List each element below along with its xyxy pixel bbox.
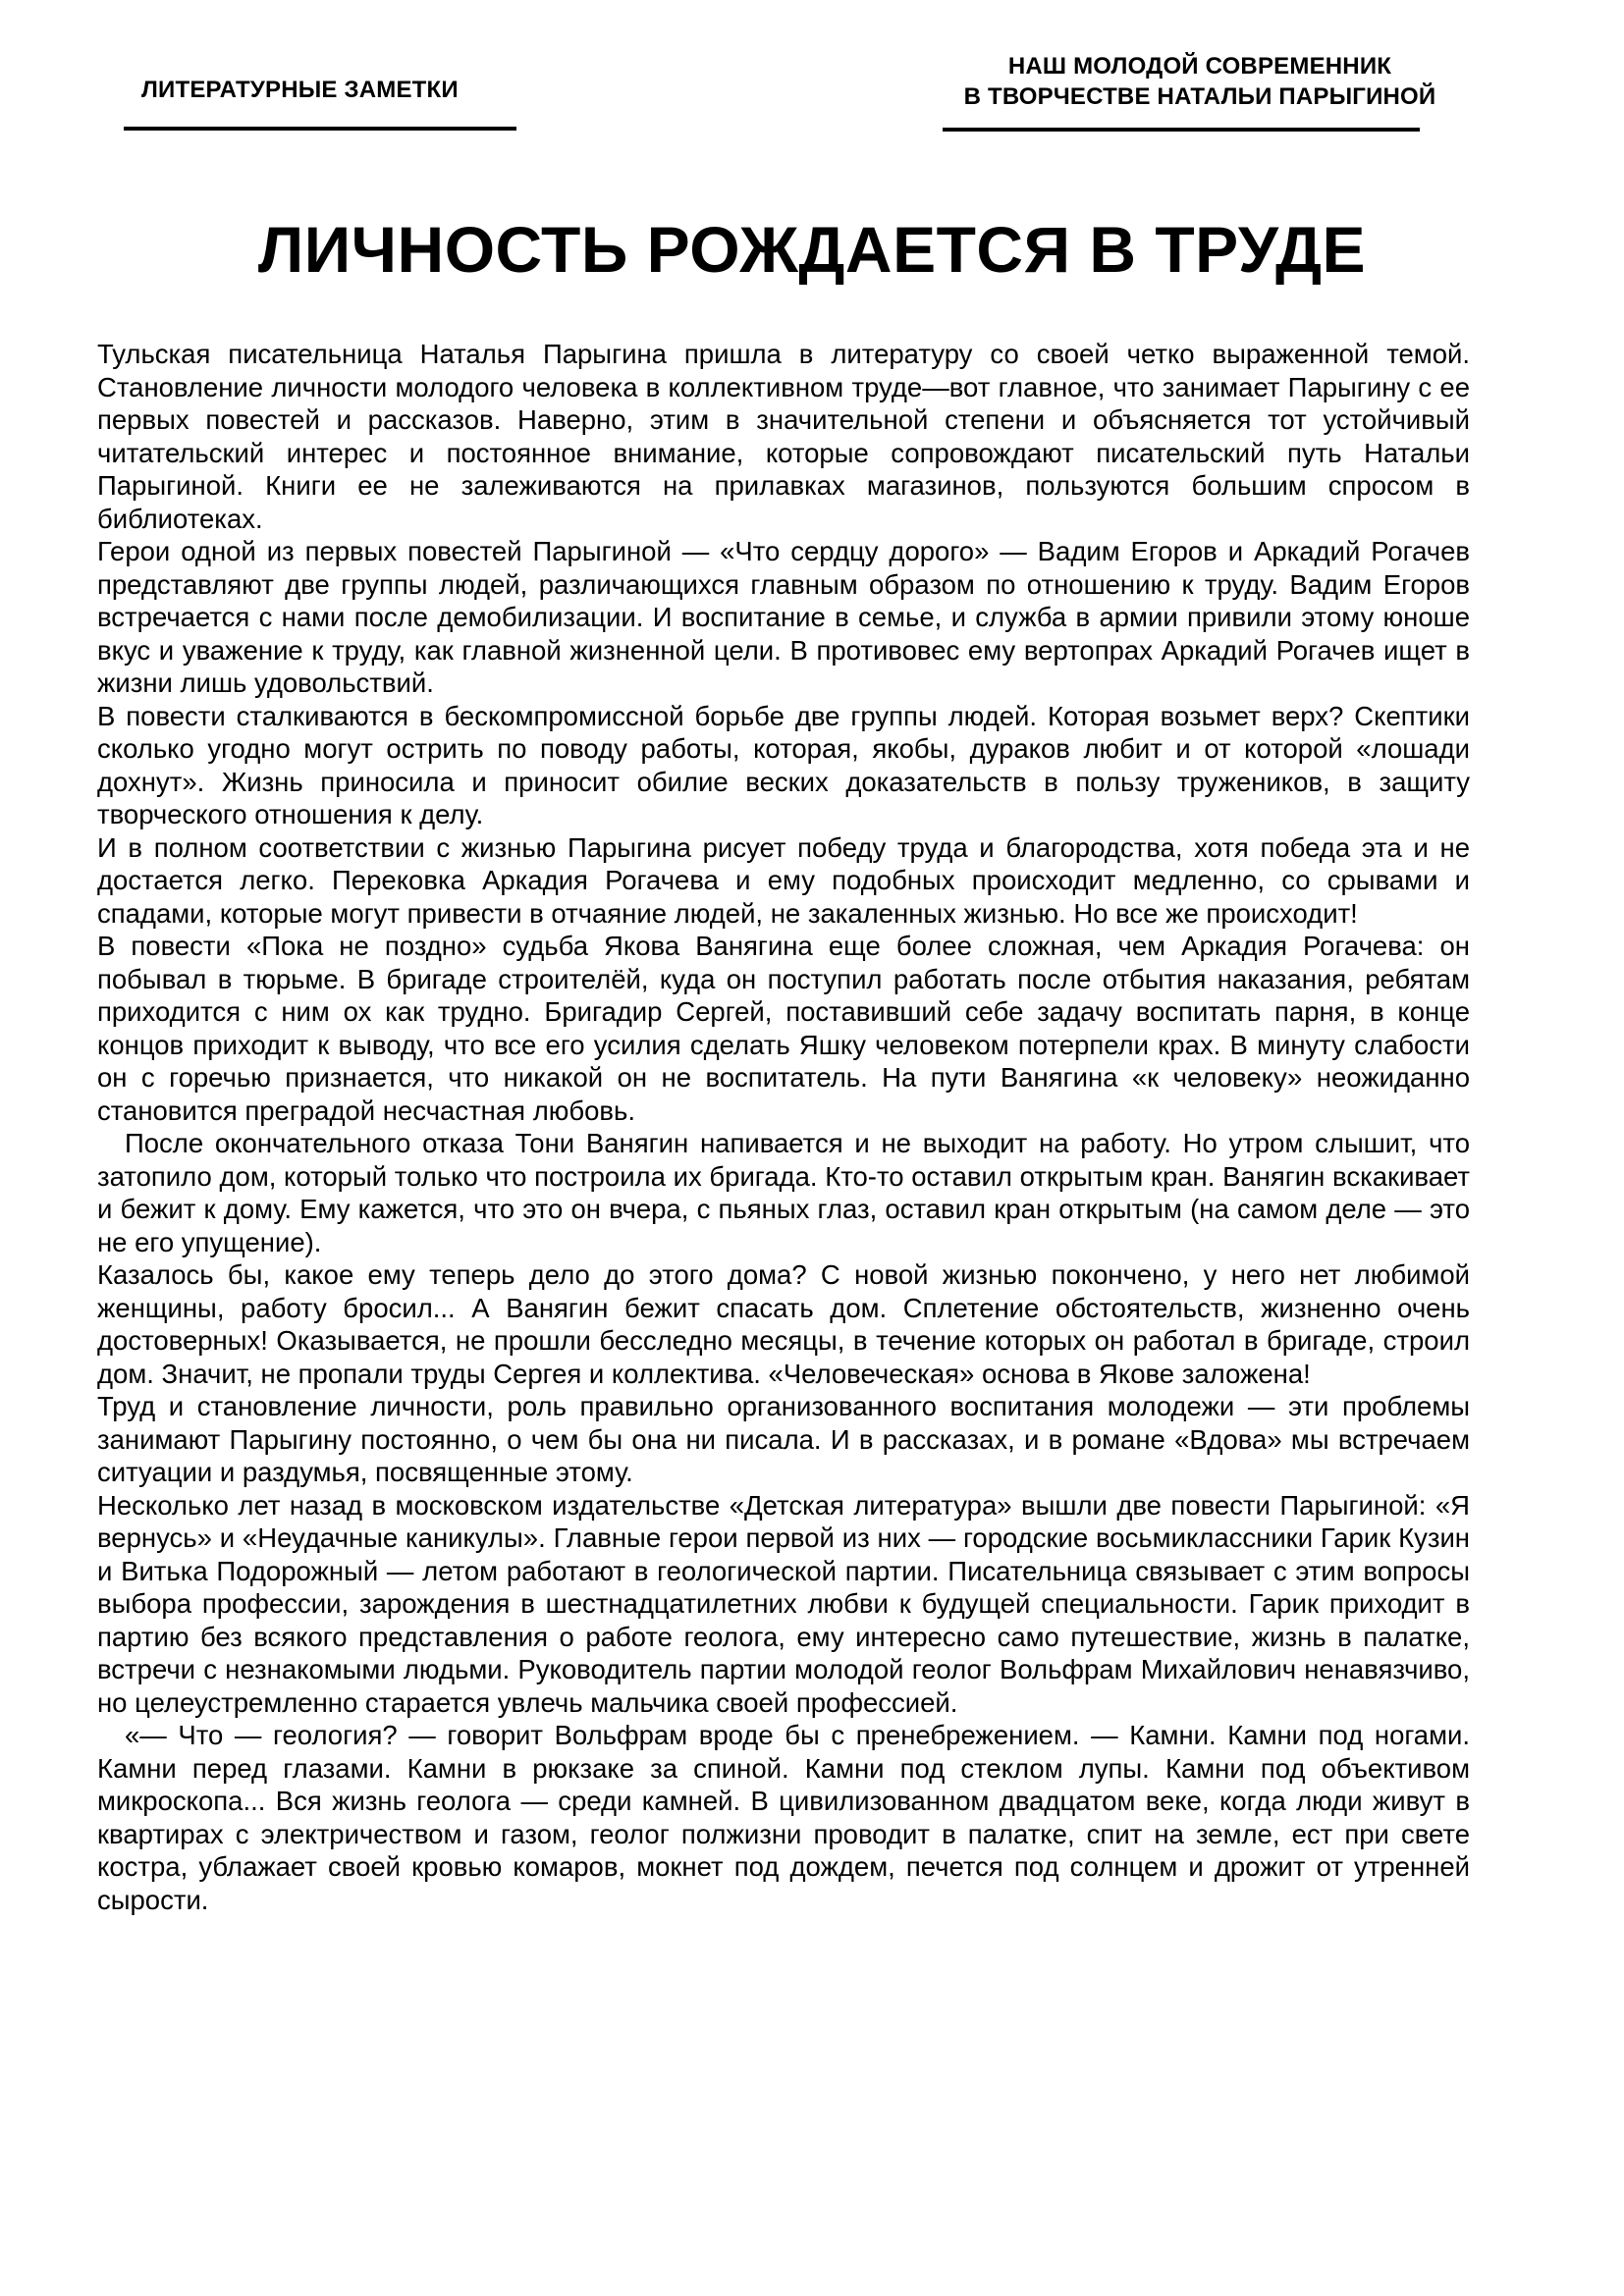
header-divider-left bbox=[124, 127, 516, 131]
article-paragraph: В повести «Пока не поздно» судьба Якова Ванягина еще более сложная, чем Аркадия Рогачева: он побывал в тюрьме. В бригаде строителёй, куда он поступил работать после отбытия наказания, ребятам приходится с ним ох как трудно. Бригадир Сергей, поставивший себе задачу воспитать парня, в конце концов приходит к выводу, что все его усилия сделать Яшку человеком потерпели крах. В минуту слабости он с горечью признается, что никакой он не воспитатель. На пути Ванягина «к человеку» неожиданно становится преградой несчастная любовь. bbox=[97, 931, 1470, 1126]
article-paragraph: Труд и становление личности, роль правильно организованного воспитания молодежи — эти проблемы занимают Парыгину постоянно, о чем бы она ни писала. И в рассказах, и в романе «Вдова» мы встречаем ситуации и раздумья, посвященные этому. bbox=[97, 1391, 1470, 1487]
series-label-line1: НАШ МОЛОДОЙ СОВРЕМЕННИК bbox=[1007, 53, 1392, 80]
series-label-line2: В ТВОРЧЕСТВЕ НАТАЛЬИ ПАРЫГИНОЙ bbox=[963, 83, 1436, 110]
article-paragraph: После окончательного отказа Тони Ванягин напивается и не выходит на работу. Но утром слышит, что затопило дом, который только что построила их бригада. Кто-то оставил открытым кран. Ванягин вскакивает и бежит к дому. Ему кажется, что это он вчера, с пьяных глаз, оставил кран открытым (на самом деле — это не его упущение). bbox=[97, 1128, 1470, 1257]
article-paragraph: Несколько лет назад в московском издательстве «Детская литература» вышли две повести Парыгиной: «Я вернусь» и «Неудачные каникулы». Главные герои первой из них — городские восьмиклассники Гарик Кузин и Витька Подорожный — летом работают в геологической партии. Писательница связывает с этим вопросы выбора профессии, зарождения в шестнадцатилетних любви к будущей специальности. Гарик приходит в партию без всякого представления о работе геолога, ему интересно само путешествие, жизнь в палатке, встречи с незнакомыми людьми. Руководитель партии молодой геолог Вольфрам Михайлович ненавязчиво, но целеустремленно старается увлечь мальчика своей профессией. bbox=[97, 1489, 1470, 1718]
article-paragraph: «— Что — геология? — говорит Вольфрам вроде бы с пренебрежением. — Камни. Камни под ногами. Камни перед глазами. Камни в рюкзаке за спиной. Камни под стеклом лупы. Камни под объективом микроскопа... Вся жизнь геолога — среди камней. В цивилизованном двадцатом веке, когда люди живут в квартирах с электричеством и газом, геолог полжизни проводит в палатке, спит на земле, ест при свете костра, ублажает своей кровью комаров, мокнет под дождем, печется под солнцем и дрожит от утренней сырости. bbox=[97, 1720, 1470, 1915]
header-divider-right bbox=[943, 128, 1420, 132]
section-header-right bbox=[895, 51, 1504, 132]
section-label: ЛИТЕРАТУРНЫЕ ЗАМЕТКИ bbox=[141, 77, 459, 103]
article-title: ЛИЧНОСТЬ РОЖДАЕТСЯ В ТРУДЕ bbox=[257, 213, 1367, 286]
article-paragraph: Тульская писательница Наталья Парыгина пришла в литературу со своей четко выраженной темой. Становление личности молодого человека в коллективном труде—вот главное, что занимает Парыгину с ее первых повестей и рассказов. Наверно, этим в значительной степени и объясняется тот устойчивый читательский интерес и постоянное внимание, которые сопровождают писательский путь Натальи Парыгиной. Книги ее не залеживаются на прилавках магазинов, пользуются большим спросом в библиотеках. bbox=[97, 339, 1470, 534]
article-body bbox=[97, 338, 1470, 1916]
article-paragraph: В повести сталкиваются в бескомпромиссной борьбе две группы людей. Которая возьмет верх? Скептики сколько угодно могут острить по поводу работы, которая, якобы, дураков любит и от которой «лошади дохнут». Жизнь приносила и приносит обилие веских доказательств в пользу тружеников, в защиту творческого отношения к делу. bbox=[97, 700, 1470, 829]
article-paragraph: Герои одной из первых повестей Парыгиной — «Что сердцу дорого» — Вадим Егоров и Аркадий Рогачев представляют две группы людей, различающихся главным образом по отношению к труду. Вадим Егоров встречается с нами после демобилизации. И воспитание в семье, и служба в армии привили этому юноше вкус и уважение к труду, как главной жизненной цели. В противовес ему вертопрах Аркадий Рогачев ищет в жизни лишь удовольствий. bbox=[97, 536, 1470, 698]
article-paragraph: Казалось бы, какое ему теперь дело до этого дома? С новой жизнью покончено, у него нет любимой женщины, работу бросил... А Ванягин бежит спасать дом. Сплетение обстоятельств, жизненно очень достоверных! Оказывается, не прошли бесследно месяцы, в течение которых он работал в бригаде, строил дом. Значит, не пропали труды Сергея и коллектива. «Человеческая» основа в Якове заложена! bbox=[97, 1259, 1470, 1389]
section-header-left bbox=[124, 75, 516, 131]
article-paragraph: И в полном соответствии с жизнью Парыгина рисует победу труда и благородства, хотя победа эта и не достается легко. Перековка Аркадия Рогачева и ему подобных происходит медленно, со срывами и спадами, которые могут привести в отчаяние людей, не закаленных жизнью. Но все же происходит! bbox=[97, 831, 1470, 929]
